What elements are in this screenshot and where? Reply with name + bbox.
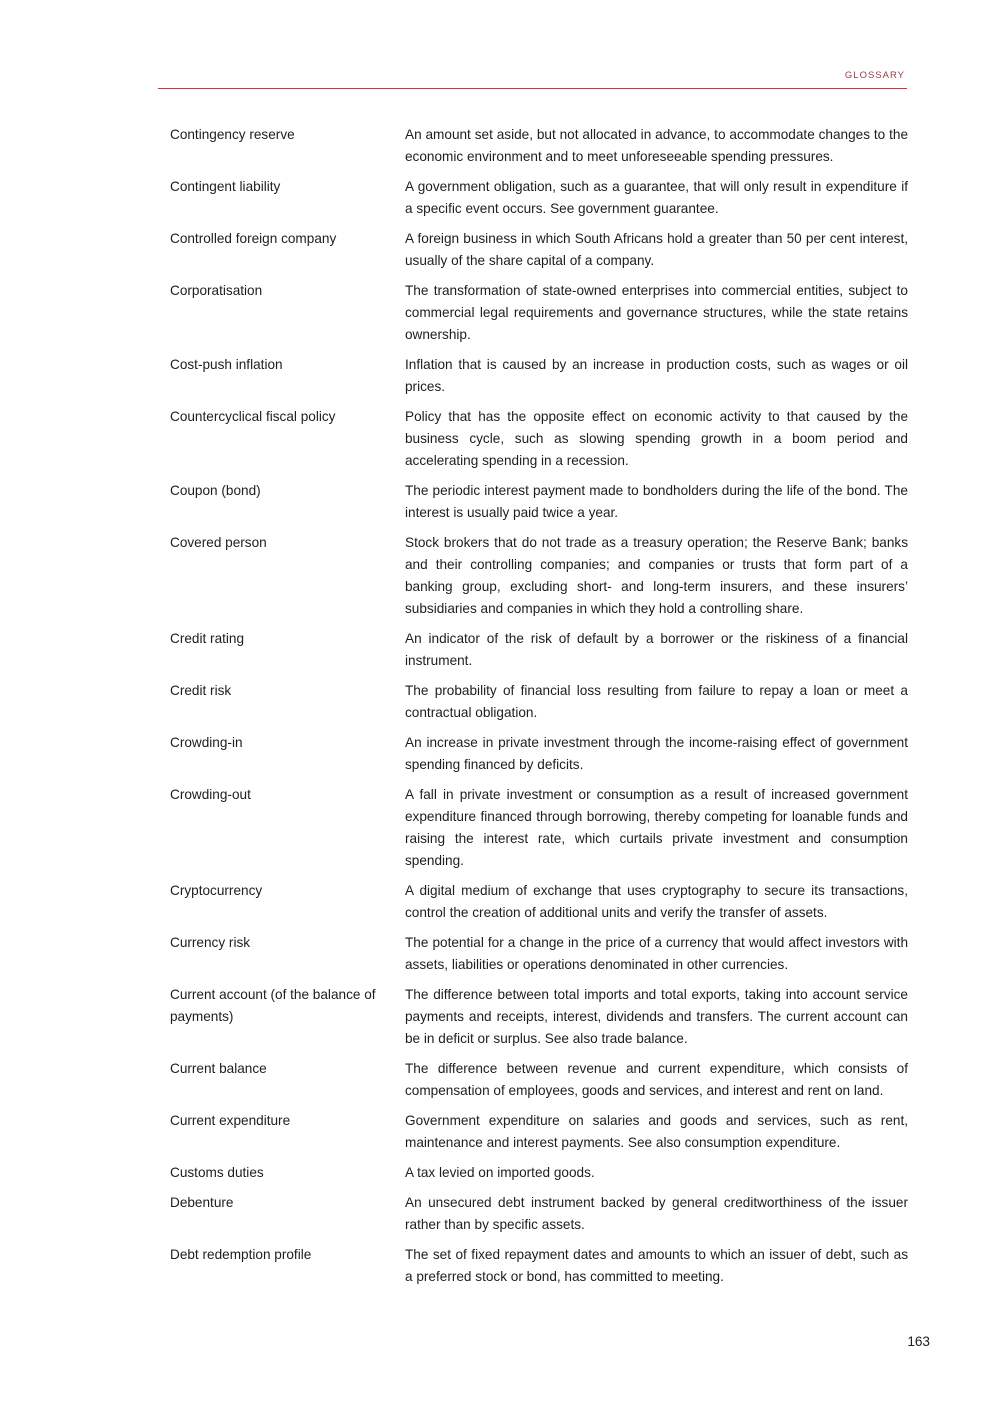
glossary-definition: A foreign business in which South Africans hold a greater than 50 per cent interest, usually of the share capital of a company.: [405, 231, 908, 268]
glossary-term: Credit rating: [170, 631, 245, 646]
glossary-entry: [170, 628, 908, 672]
glossary-entry: [170, 1058, 908, 1102]
glossary-term: Credit risk: [170, 683, 232, 698]
glossary-term: Contingent liability: [170, 179, 281, 194]
glossary-term: Current expenditure: [170, 1113, 291, 1128]
glossary-entry: [170, 732, 908, 776]
glossary-definition: The set of fixed repayment dates and amounts to which an issuer of debt, such as a preferred stock or bond, has committed to meeting.: [405, 1247, 908, 1284]
glossary-term: Customs duties: [170, 1165, 264, 1180]
glossary-term: Currency risk: [170, 935, 251, 950]
glossary-definition: The periodic interest payment made to bondholders during the life of the bond. The interest is usually paid twice a year.: [405, 483, 908, 520]
glossary-definition: A digital medium of exchange that uses cryptography to secure its transactions, control the creation of additional units and verify the transfer of assets.: [405, 883, 908, 920]
glossary-definition: The difference between revenue and current expenditure, which consists of compensation of employees, goods and services, and interest and rent on land.: [405, 1061, 908, 1098]
glossary-definition: The potential for a change in the price of a currency that would affect investors with assets, liabilities or operations denominated in other currencies.: [405, 935, 908, 972]
glossary-entry: [170, 354, 908, 398]
glossary-term: Cryptocurrency: [170, 883, 263, 898]
glossary-entry: [170, 228, 908, 272]
glossary-entry: [170, 406, 908, 472]
glossary-term: Crowding-out: [170, 787, 251, 802]
glossary-definition: An indicator of the risk of default by a borrower or the riskiness of a financial instrument.: [405, 631, 908, 668]
glossary-entry: [170, 984, 908, 1050]
glossary-definition: An increase in private investment through the income-raising effect of government spending financed by deficits.: [405, 735, 908, 772]
glossary-definition: The difference between total imports and total exports, taking into account service payments and receipts, interest, dividends and transfers. The current account can be in deficit or surplus. See also trade balance.: [405, 987, 908, 1046]
page-number: 163: [907, 1334, 930, 1349]
glossary-definition: Policy that has the opposite effect on economic activity to that caused by the business cycle, such as slowing spending growth in a boom period and accelerating spending in a recession.: [405, 409, 908, 468]
glossary-term: Covered person: [170, 535, 267, 550]
glossary-definition: Inflation that is caused by an increase in production costs, such as wages or oil prices.: [405, 357, 908, 394]
glossary-definition: A government obligation, such as a guarantee, that will only result in expenditure if a specific event occurs. See government guarantee.: [405, 179, 908, 216]
glossary-entry: [170, 784, 908, 872]
glossary-list: [170, 124, 908, 1296]
glossary-term: Countercyclical fiscal policy: [170, 409, 336, 424]
glossary-definition: Stock brokers that do not trade as a treasury operation; the Reserve Bank; banks and their controlling companies; and companies or trusts that form part of a banking group, excluding short- and long-term insurers, and these insurers’ subsidiaries and companies in which they hold a controlling share.: [405, 535, 908, 616]
glossary-entry: [170, 480, 908, 524]
glossary-entry: [170, 932, 908, 976]
glossary-term: Current balance: [170, 1061, 267, 1076]
glossary-term: Crowding-in: [170, 735, 243, 750]
glossary-term: Debt redemption profile: [170, 1247, 312, 1262]
section-label: GLOSSARY: [844, 70, 905, 81]
glossary-definition: A fall in private investment or consumption as a result of increased government expenditure financed through borrowing, thereby competing for loanable funds and raising the interest rate, which curtails private investment and consumption spending.: [405, 787, 908, 868]
glossary-entry: [170, 280, 908, 346]
glossary-entry: [170, 1244, 908, 1288]
glossary-entry: [170, 680, 908, 724]
glossary-definition: An unsecured debt instrument backed by general creditworthiness of the issuer rather than by specific assets.: [405, 1195, 908, 1232]
glossary-term: Current account (of the balance of payments): [170, 987, 376, 1024]
glossary-term: Debenture: [170, 1195, 234, 1210]
glossary-definition: The transformation of state-owned enterprises into commercial entities, subject to commercial legal requirements and governance structures, while the state retains ownership.: [405, 283, 908, 342]
page-header: [158, 62, 907, 89]
glossary-term: Cost-push inflation: [170, 357, 283, 372]
glossary-entry: [170, 1192, 908, 1236]
glossary-term: Contingency reserve: [170, 127, 295, 142]
glossary-definition: A tax levied on imported goods.: [405, 1165, 595, 1180]
glossary-term: Coupon (bond): [170, 483, 261, 498]
glossary-entry: [170, 532, 908, 620]
glossary-entry: [170, 1162, 908, 1184]
glossary-definition: An amount set aside, but not allocated in advance, to accommodate changes to the economic environment and to meet unforeseeable spending pressures.: [405, 127, 908, 164]
glossary-entry: [170, 880, 908, 924]
glossary-entry: [170, 124, 908, 168]
glossary-definition: The probability of financial loss resulting from failure to repay a loan or meet a contractual obligation.: [405, 683, 908, 720]
glossary-entry: [170, 176, 908, 220]
glossary-entry: [170, 1110, 908, 1154]
glossary-definition: Government expenditure on salaries and goods and services, such as rent, maintenance and interest payments. See also consumption expenditure.: [405, 1113, 908, 1150]
glossary-term: Corporatisation: [170, 283, 263, 298]
glossary-term: Controlled foreign company: [170, 231, 337, 246]
